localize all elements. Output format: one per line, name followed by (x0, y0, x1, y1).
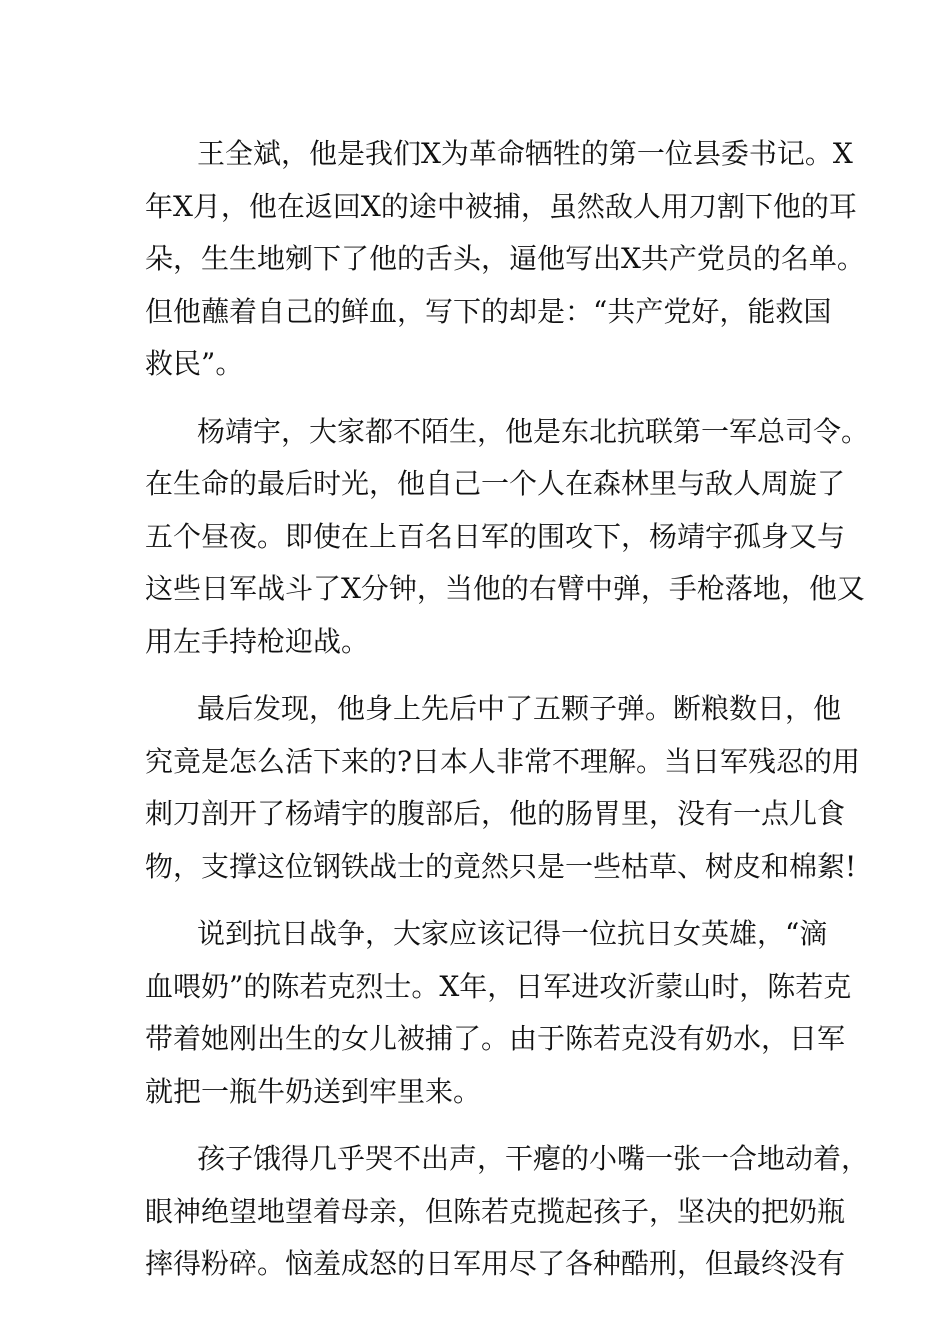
text-line: 带着她刚出生的女儿被捕了。由于陈若克没有奶水，日军 (145, 1022, 846, 1055)
text-line: 就把一瓶牛奶送到牢里来。 (145, 1074, 482, 1108)
text-line: 摔得粉碎。恼羞成怒的日军用尽了各种酷刑，但最终没有 (145, 1247, 846, 1280)
document-body (145, 128, 870, 1291)
text-line: 王全斌，他是我们X为革命牺牲的第一位县委书记。X (197, 137, 853, 170)
text-line: 这些日军战斗了X分钟，当他的右臂中弹，手枪落地，他又 (145, 572, 865, 605)
text-line: 杨靖宇，大家都不陌生，他是东北抗联第一军总司令。 (197, 414, 870, 448)
paragraph-wang-quanbin (145, 128, 865, 391)
text-line: 但他蘸着自己的鲜血，写下的却是：“共产党好，能救国 (145, 294, 832, 328)
text-line: 说到抗日战争，大家应该记得一位抗日女英雄，“滴 (197, 917, 828, 950)
text-line: 朵，生生地剜下了他的舌头，逼他写出X共产党员的名单。 (145, 242, 865, 275)
paragraph-the-child (145, 1133, 870, 1291)
text-line: 孩子饿得几乎哭不出声，干瘪的小嘴一张一合地动着， (197, 1142, 870, 1175)
text-line: 眼神绝望地望着母亲，但陈若克揽起孩子，坚决的把奶瓶 (145, 1194, 846, 1228)
text-line: 救民”。 (145, 347, 244, 380)
paragraph-five-bullets (145, 683, 861, 893)
text-line: 用左手持枪迎战。 (145, 624, 370, 658)
text-line: 最后发现，他身上先后中了五颗子弹。断粮数日，他 (197, 692, 842, 725)
text-line: 血喂奶”的陈若克烈士。X年，日军进攻沂蒙山时，陈若克 (145, 969, 852, 1003)
paragraph-yang-jingyu (145, 406, 870, 669)
text-line: 刺刀剖开了杨靖宇的腹部后，他的肠胃里，没有一点儿食 (145, 797, 846, 830)
paragraph-chen-ruoke (145, 908, 852, 1118)
text-line: 物，支撑这位钢铁战士的竟然只是一些枯草、树皮和棉絮! (145, 849, 857, 883)
text-line: 年X月，他在返回X的途中被捕，虽然敌人用刀割下他的耳 (145, 189, 857, 223)
text-line: 在生命的最后时光，他自己一个人在森林里与敌人周旋了 (145, 467, 846, 500)
text-line: 究竟是怎么活下来的?日本人非常不理解。当日军残忍的用 (145, 744, 861, 778)
text-line: 五个昼夜。即使在上百名日军的围攻下，杨靖宇孤身又与 (145, 519, 846, 553)
